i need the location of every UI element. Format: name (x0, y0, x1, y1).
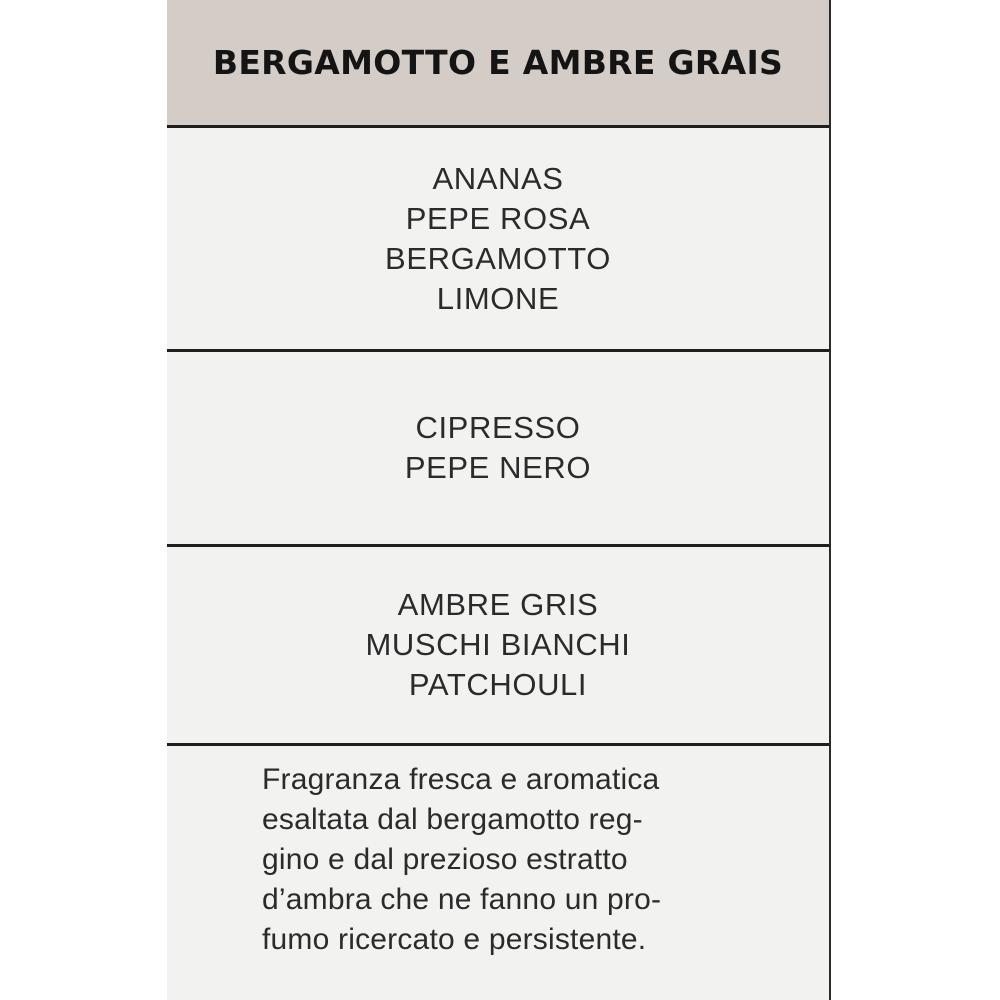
top-note: PEPE ROSA (405, 200, 591, 236)
base-note: PATCHOULI (408, 667, 588, 702)
description-line: esaltata dal bergamotto reg- (262, 803, 643, 836)
top-notes-list (385, 159, 611, 319)
description-line: fumo ricercato e persistente. (262, 923, 647, 956)
fragrance-description (262, 760, 782, 960)
heart-note: CIPRESSO (415, 410, 581, 445)
base-note: AMBRE GRIS (397, 587, 599, 622)
heart-note: PEPE NERO (404, 450, 592, 485)
top-note: BERGAMOTTO (385, 240, 611, 276)
base-notes-section (167, 547, 829, 746)
heart-notes-list (405, 408, 591, 488)
heart-notes-section (167, 352, 829, 547)
description-line: d’ambra che ne fanno un pro- (262, 883, 662, 916)
description-line: gino e dal prezioso estratto (262, 843, 628, 876)
base-note: MUSCHI BIANCHI (365, 627, 631, 662)
top-note: ANANAS (432, 160, 564, 196)
top-notes-section (167, 128, 829, 352)
card-header (167, 0, 829, 128)
fragrance-title: BERGAMOTTO E AMBRE GRAIS (212, 43, 784, 82)
fragrance-notes-card (167, 0, 831, 1000)
top-note: LIMONE (436, 280, 560, 316)
description-line: Fragranza fresca e aromatica (262, 763, 660, 796)
base-notes-list (365, 585, 630, 705)
